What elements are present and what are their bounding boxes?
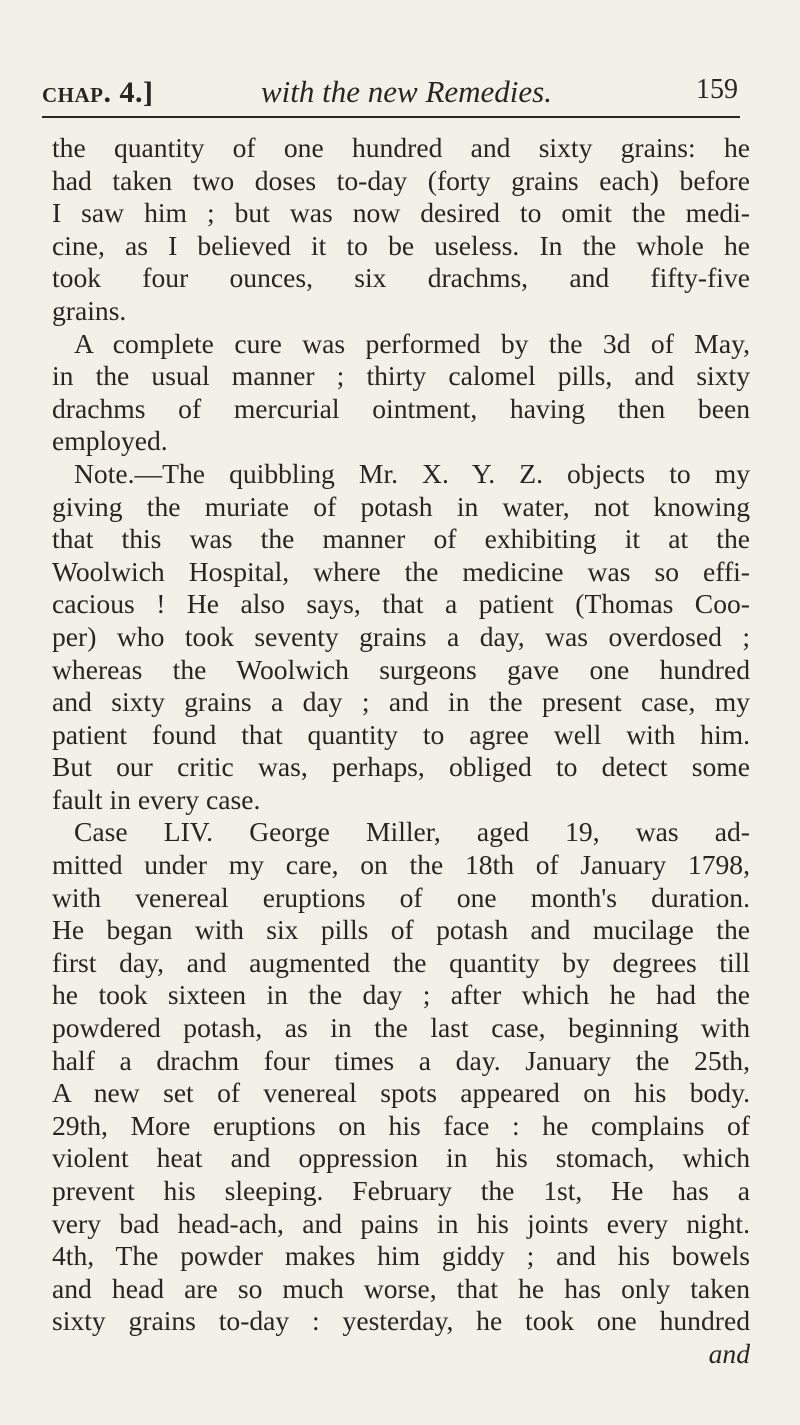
text-line: and sixty grains a day ; and in the present case, my (52, 686, 750, 718)
text-line: A complete cure was performed by the 3d of May, (74, 327, 750, 359)
running-header (42, 70, 738, 116)
running-title: with the new Remedies. (261, 74, 552, 109)
text-line: drachms of mercurial ointment, having then been (52, 392, 750, 424)
text-line: half a drachm four times a day. January the 25th, (52, 1044, 750, 1076)
text-line: fault in every case. (52, 783, 261, 815)
text-line: per) who took seventy grains a day, was overdosed ; (52, 620, 750, 652)
header-rule (42, 116, 740, 118)
text-line: giving the muriate of potash in water, not knowing (52, 490, 750, 522)
text-line: took four ounces, six drachms, and fifty-five (52, 262, 750, 294)
text-line: he took sixteen in the day ; after which he had the (52, 979, 750, 1011)
text-line: Case LIV. George Miller, aged 19, was ad- (74, 816, 750, 848)
text-line: powdered potash, as in the last case, beginning with (52, 1012, 750, 1044)
text-line: that this was the manner of exhibiting it at the (52, 523, 750, 555)
text-line: sixty grains to-day : yesterday, he took one hundred (52, 1305, 750, 1337)
text-line: cine, as I believed it to be useless. In the whole he (52, 229, 750, 261)
text-line: patient found that quantity to agree well with him. (52, 718, 750, 750)
text-line: very bad head-ach, and pains in his joints every night. (52, 1207, 750, 1239)
text-line: prevent his sleeping. February the 1st, He has a (52, 1175, 750, 1206)
text-line: cacious ! He also says, that a patient (Thomas Coo- (52, 588, 750, 620)
text-line: 29th, More eruptions on his face : he complains of (52, 1109, 750, 1141)
text-line: A new set of venereal spots appeared on his body. (52, 1077, 750, 1109)
text-line: in the usual manner ; thirty calomel pills, and sixty (52, 360, 750, 392)
text-line: But our critic was, perhaps, obliged to detect some (52, 751, 750, 783)
body-text (52, 132, 750, 1371)
text-line: whereas the Woolwich surgeons gave one hundred (52, 653, 750, 685)
text-line: the quantity of one hundred and sixty grains: he (52, 132, 750, 163)
text-line: violent heat and oppression in his stomach, which (52, 1142, 750, 1174)
text-line: had taken two doses to-day (forty grains each) before (52, 164, 750, 196)
text-line: grains. (52, 294, 127, 326)
text-line: He began with six pills of potash and mucilage the (52, 914, 750, 946)
text-line: and head are so much worse, that he has only taken (52, 1272, 750, 1304)
text-line: Woolwich Hospital, where the medicine was so effi- (52, 555, 750, 587)
text-line: 4th, The powder makes him giddy ; and his bowels (52, 1240, 750, 1272)
text-line: employed. (52, 425, 168, 457)
text-line: Note.—The quibbling Mr. X. Y. Z. objects to my (74, 457, 750, 489)
text-line: first day, and augmented the quantity by degrees till (52, 946, 750, 978)
page-number: 159 (696, 74, 738, 105)
text-line: I saw him ; but was now desired to omit the medi- (52, 197, 750, 229)
text-line: mitted under my care, on the 18th of January 1798, (52, 849, 750, 881)
text-line: with venereal eruptions of one month's duration. (52, 881, 750, 913)
chapter-label: chap. 4.] (42, 76, 154, 109)
text-line: and (708, 1337, 750, 1369)
